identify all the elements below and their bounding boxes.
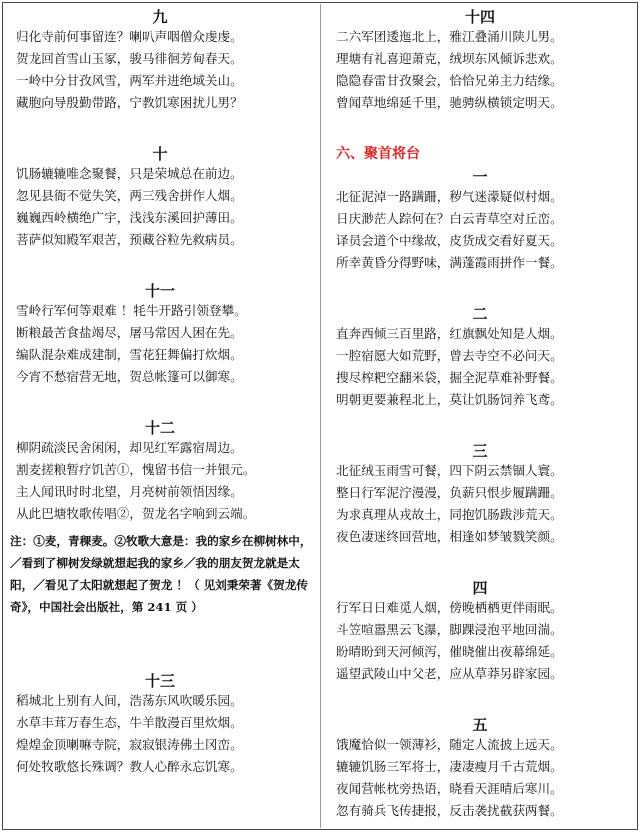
poem-line: 柳阴疏淡民舍闲闲，却见红军露宿周边。 — [16, 440, 243, 455]
poem-line: 稻城北上别有人间，浩荡东风吹暖乐园。 — [16, 693, 243, 708]
poem-title: 三 — [472, 442, 488, 460]
poem-two — [322, 305, 638, 411]
poem-line: 藏胞向导殷勤带路，宁教饥寒困扰儿男？ — [16, 95, 243, 110]
poem-line: 从此巴塘牧歌传唱②，贺龙名字响到云端。 — [16, 506, 256, 521]
poem-line: 编队混杂难成建制，雪花狂舞偏打炊烟。 — [16, 347, 243, 362]
poem-line: 菩萨似知殿军艰苦，预藏谷粒先救病员。 — [16, 232, 243, 247]
poem-title: 十二 — [144, 419, 175, 437]
poem-twelve — [2, 419, 318, 525]
poem-line: 水草丰茸万春生态，牛羊散漫百里炊烟。 — [16, 715, 243, 730]
poem-thirteen — [2, 672, 318, 778]
poem-title: 一 — [472, 168, 488, 186]
poem-line: 一岭中分甘孜风雪，两军并进绝域关山。 — [16, 73, 243, 88]
poem-line: 饿魔恰似一领薄衫，随定人流披上远天。 — [336, 737, 563, 752]
poem-line: 夜闻营帐枕旁热语，晓看天涯晴后寒川。 — [336, 781, 563, 796]
poem-nine — [2, 8, 318, 114]
poem-title: 四 — [472, 579, 488, 597]
section-heading: 六、聚首将台 — [336, 146, 420, 162]
poem-line: 所幸黄昏分得野味，满蓬霞雨拼作一餐。 — [336, 255, 563, 270]
poem-line: 整日行军泥泞漫漫，负薪只恨步履蹒跚。 — [336, 485, 563, 500]
poem-title: 九 — [152, 8, 168, 26]
poem-line: 曾闻草地绵延千里，驰骋纵横锁定明天。 — [336, 95, 563, 110]
poem-line: 遥望武陵山中父老，应从草莽另辟家园。 — [336, 666, 563, 681]
poem-fourteen — [322, 8, 638, 114]
poem-line: 煌煌金顶喇嘛寺院，寂寂银涛佛土冈峦。 — [16, 737, 243, 752]
poem-line: 为求真理从戎故土，同抱饥肠跋涉荒天。 — [336, 507, 563, 522]
poem-line: 斗笠喧嚣黑云飞瀑，脚踝浸泡平地回湍。 — [336, 622, 563, 637]
footnote: 注：①麦，青稞麦。②牧歌大意是：我的家乡在柳树林中，／看到了柳树发绿就想起我的家乡／我的朋友贺龙就是太阳，／看见了太阳就想起了贺龙 ！（ 见刘秉荣著《贺龙传奇》，中国社会出版社，第 241 页 ） — [10, 534, 312, 614]
poem-line: 搜尽榨粑空翻米袋，掘全泥草难补野餐。 — [336, 370, 563, 385]
poem-line: 一腔宿愿大如荒野，曾去寺空不必问天。 — [336, 348, 563, 363]
poem-line: 断粮最苦食盐竭尽，屠马常因人困在先。 — [16, 325, 243, 340]
poem-line: 夜色凄迷终回营地，相逢如梦皱戮笑颜。 — [336, 529, 563, 544]
poem-ten — [2, 145, 318, 251]
poem-line: 辘辘饥肠三军将士，凄凄瘦月千古荒烟。 — [336, 759, 563, 774]
poem-line: 译员会道个中缘故，皮货成交看好夏天。 — [336, 233, 563, 248]
poem-line: 今宵不愁宿营无地，贺总帐篷可以御寒。 — [16, 369, 243, 384]
poem-line: 主人闻讯时时北望，月亮树前领悟因缘。 — [16, 484, 243, 499]
poem-line: 二六军团逶迤北上，雅江叠涌川陕儿男。 — [336, 29, 563, 44]
poem-title: 十四 — [464, 8, 495, 26]
poem-line: 忽有骑兵飞传捷报，反击袭扰截获两餐。 — [336, 803, 563, 818]
poem-line: 巍巍西岭横绝广宇，浅浅东溪回护薄田。 — [16, 210, 243, 225]
poem-title: 十三 — [144, 672, 175, 690]
poem-title: 五 — [472, 716, 488, 734]
poem-title: 十一 — [144, 282, 175, 300]
poem-line: 归化寺前何事留连？喇叭声咽僧众虔虔。 — [16, 29, 243, 44]
poem-line: 贺龙回首雪山玉冢，骏马徘徊芳甸春天。 — [16, 51, 243, 66]
poem-title: 十 — [152, 145, 168, 163]
poem-line: 盼晴盼到天河倾泻，催晓催出夜幕绵延。 — [336, 644, 563, 659]
poem-one — [322, 168, 638, 274]
poem-line: 何处牧歌悠长殊调？教人心醉永忘饥寒。 — [16, 759, 243, 774]
column-divider — [320, 4, 321, 828]
poem-five — [322, 716, 638, 822]
poem-line: 忽见县衙不觉失笑，两三残舍拼作人烟。 — [16, 188, 243, 203]
poem-line: 隐隐春雷甘孜聚会，恰恰兄弟主力结缘。 — [336, 73, 563, 88]
poem-title: 二 — [472, 305, 488, 323]
poem-line: 日庆渺茫人踪何在？白云青草空对丘峦。 — [336, 211, 563, 226]
poem-line: 北征泥淖一路蹒跚，秽气迷濛疑似村烟。 — [336, 189, 563, 204]
poem-line: 明朝更要兼程北上，莫让饥肠饲养飞鸢。 — [336, 392, 563, 407]
poem-line: 雪岭行军何等艰难 ！牦牛开路引领登攀。 — [16, 303, 247, 318]
poem-line: 直奔西倾三百里路，红旗飘处知是人烟。 — [336, 326, 563, 341]
poem-line: 行军日日难觅人烟，傍晚栖栖更伴雨眠。 — [336, 600, 563, 615]
poem-line: 饥肠辘辘唯念聚餐，只是荣城总在前边。 — [16, 166, 243, 181]
poem-eleven — [2, 282, 318, 388]
poem-four — [322, 579, 638, 685]
poem-line: 割麦搓粮暂疗饥苦①，愧留书信一并银元。 — [16, 462, 256, 477]
poem-line: 北征绒玉雨雪可餐，四下阴云禁锢人寰。 — [336, 463, 563, 478]
poem-line: 理塘有礼喜迎萧克，绒坝东风倾诉悲欢。 — [336, 51, 563, 66]
poem-three — [322, 442, 638, 548]
